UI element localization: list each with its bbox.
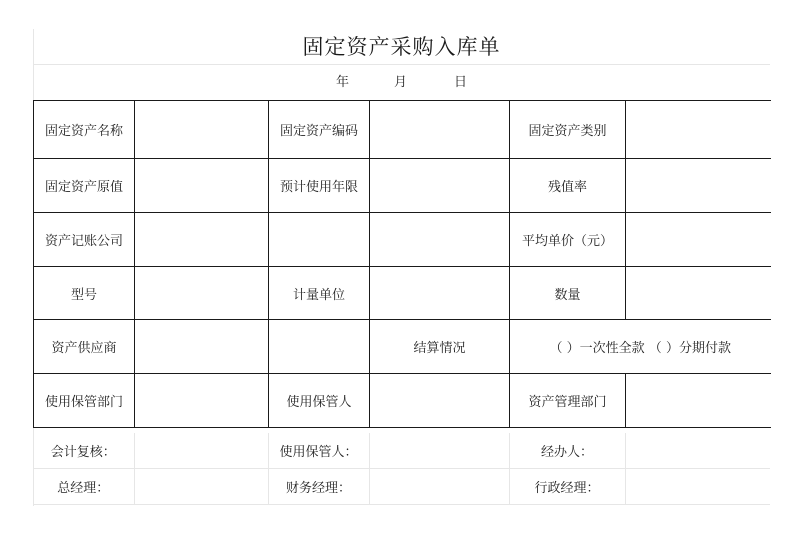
label-general-manager: 总经理： <box>33 469 134 505</box>
table-row <box>33 433 770 469</box>
label-admin-manager: 行政经理： <box>509 469 625 505</box>
label-quantity: 数量 <box>510 267 626 320</box>
input-original-value[interactable] <box>135 159 269 213</box>
signature-table <box>33 433 770 505</box>
input-quantity[interactable] <box>626 267 771 320</box>
empty-cell[interactable] <box>269 320 370 374</box>
date-month-label: 月 <box>394 75 408 90</box>
label-handler: 经办人： <box>509 433 625 469</box>
label-asset-name: 固定资产名称 <box>34 101 135 159</box>
signature-custodian[interactable] <box>369 433 509 469</box>
input-asset-code[interactable] <box>370 101 510 159</box>
label-custodian: 使用保管人 <box>269 374 370 428</box>
date-day-label: 日 <box>454 75 468 90</box>
label-finance-manager: 财务经理： <box>268 469 369 505</box>
input-asset-name[interactable] <box>135 101 269 159</box>
asset-form-table <box>33 100 771 428</box>
input-residual-rate[interactable] <box>626 159 771 213</box>
signature-handler[interactable] <box>625 433 770 469</box>
label-settlement-status: 结算情况 <box>370 320 510 374</box>
table-row <box>34 101 771 159</box>
label-model: 型号 <box>34 267 135 320</box>
input-model[interactable] <box>135 267 269 320</box>
label-custodian-signature: 使用保管人： <box>268 433 369 469</box>
input-custodian[interactable] <box>370 374 510 428</box>
input-useful-life[interactable] <box>370 159 510 213</box>
table-row <box>34 213 771 267</box>
input-average-unit-price[interactable] <box>626 213 771 267</box>
label-asset-category: 固定资产类别 <box>510 101 626 159</box>
table-row <box>34 159 771 213</box>
signature-general-manager[interactable] <box>134 469 268 505</box>
label-original-value: 固定资产原值 <box>34 159 135 213</box>
input-accounting-company[interactable] <box>135 213 269 267</box>
signature-admin-manager[interactable] <box>625 469 770 505</box>
label-unit: 计量单位 <box>269 267 370 320</box>
label-residual-rate: 残值率 <box>510 159 626 213</box>
table-row <box>34 374 771 428</box>
date-year-label: 年 <box>336 75 350 90</box>
input-custodian-department[interactable] <box>135 374 269 428</box>
label-asset-code: 固定资产编码 <box>269 101 370 159</box>
table-row <box>34 267 771 320</box>
table-row <box>34 320 771 374</box>
label-custodian-department: 使用保管部门 <box>34 374 135 428</box>
signature-accounting-review[interactable] <box>134 433 268 469</box>
date-row <box>33 65 770 100</box>
settlement-options[interactable]: （ ）一次性全款 （ ）分期付款 <box>510 320 771 374</box>
label-average-unit-price: 平均单价（元） <box>510 213 626 267</box>
input-supplier[interactable] <box>135 320 269 374</box>
signature-finance-manager[interactable] <box>369 469 509 505</box>
label-supplier: 资产供应商 <box>34 320 135 374</box>
label-accounting-review: 会计复核： <box>33 433 134 469</box>
empty-cell[interactable] <box>370 213 510 267</box>
input-asset-category[interactable] <box>626 101 771 159</box>
label-asset-management-department: 资产管理部门 <box>510 374 626 428</box>
label-useful-life: 预计使用年限 <box>269 159 370 213</box>
input-asset-management-department[interactable] <box>626 374 771 428</box>
empty-cell[interactable] <box>269 213 370 267</box>
input-unit[interactable] <box>370 267 510 320</box>
form-title: 固定资产采购入库单 <box>302 35 501 59</box>
table-row <box>33 469 770 505</box>
label-accounting-company: 资产记账公司 <box>34 213 135 267</box>
